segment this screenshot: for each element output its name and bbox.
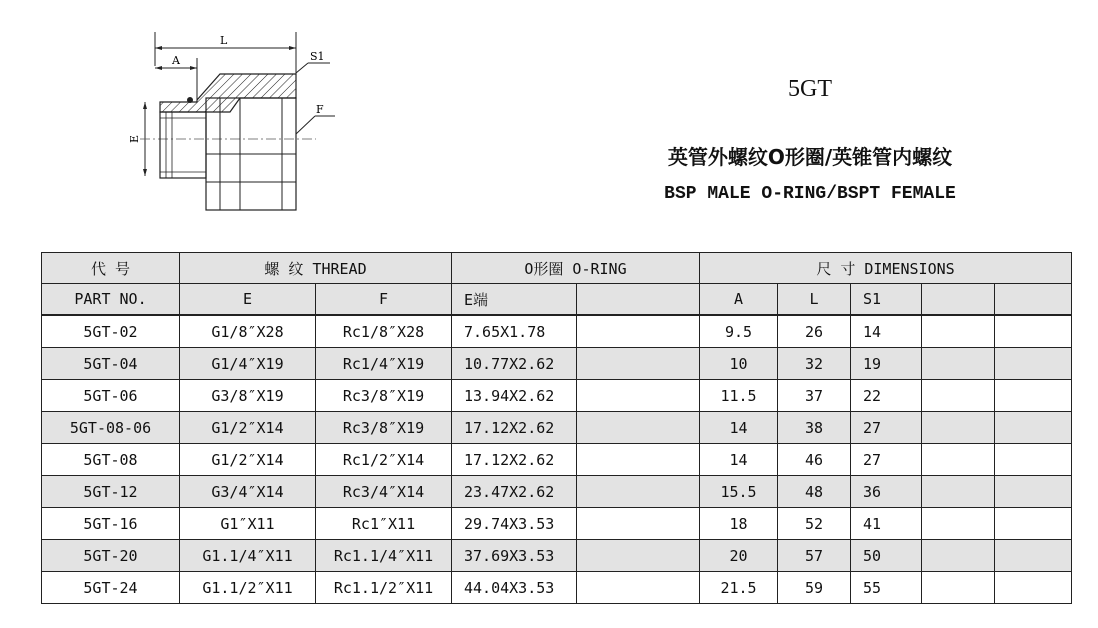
blank-cell xyxy=(922,508,995,540)
thread-f-cell: Rc1/4″X19 xyxy=(316,348,452,380)
blank-cell xyxy=(995,476,1072,508)
blank-cell xyxy=(995,380,1072,412)
dim-s1-cell: 19 xyxy=(851,348,922,380)
dim-a-cell: 20 xyxy=(700,540,778,572)
blank-cell xyxy=(577,540,700,572)
product-code: 5GT xyxy=(788,76,832,102)
blank-cell xyxy=(995,540,1072,572)
oring-cell: 23.47X2.62 xyxy=(452,476,577,508)
oring-cell: 10.77X2.62 xyxy=(452,348,577,380)
blank-cell xyxy=(577,380,700,412)
header-a: A xyxy=(700,284,778,316)
dim-s1-cell: 22 xyxy=(851,380,922,412)
thread-e-cell: G1/4″X19 xyxy=(180,348,316,380)
dim-label-s1: S1 xyxy=(310,50,325,63)
header-s1: S1 xyxy=(851,284,922,316)
dim-a-cell: 18 xyxy=(700,508,778,540)
blank-cell xyxy=(922,444,995,476)
thread-f-cell: Rc3/8″X19 xyxy=(316,412,452,444)
dim-a-cell: 14 xyxy=(700,444,778,476)
blank-cell xyxy=(577,508,700,540)
thread-e-cell: G1/2″X14 xyxy=(180,444,316,476)
dim-s1-cell: 50 xyxy=(851,540,922,572)
part-no-cell: 5GT-08-06 xyxy=(42,412,180,444)
blank-cell xyxy=(995,572,1072,604)
oring-cell: 7.65X1.78 xyxy=(452,315,577,348)
dim-l-cell: 57 xyxy=(778,540,851,572)
blank-cell xyxy=(922,476,995,508)
blank-cell xyxy=(577,476,700,508)
thread-f-cell: Rc3/4″X14 xyxy=(316,476,452,508)
dim-label-l: L xyxy=(220,34,228,47)
part-no-cell: 5GT-04 xyxy=(42,348,180,380)
dim-l-cell: 52 xyxy=(778,508,851,540)
blank-cell xyxy=(922,412,995,444)
blank-cell xyxy=(995,315,1072,348)
thread-e-cell: G3/8″X19 xyxy=(180,380,316,412)
table-row xyxy=(42,412,1072,444)
header-l: L xyxy=(778,284,851,316)
blank-cell xyxy=(922,348,995,380)
dim-a-cell: 9.5 xyxy=(700,315,778,348)
header-dimensions: 尺 寸 DIMENSIONS xyxy=(700,253,1072,284)
table-row xyxy=(42,572,1072,604)
dim-s1-cell: 36 xyxy=(851,476,922,508)
part-no-cell: 5GT-12 xyxy=(42,476,180,508)
oring-cell: 17.12X2.62 xyxy=(452,412,577,444)
blank-cell xyxy=(922,315,995,348)
dim-a-cell: 21.5 xyxy=(700,572,778,604)
dim-label-f: F xyxy=(316,103,324,116)
dim-s1-cell: 55 xyxy=(851,572,922,604)
blank-cell xyxy=(577,444,700,476)
header-f: F xyxy=(316,284,452,316)
part-no-cell: 5GT-06 xyxy=(42,380,180,412)
header-blank-1 xyxy=(577,284,700,316)
dim-a-cell: 11.5 xyxy=(700,380,778,412)
oring-cell: 17.12X2.62 xyxy=(452,444,577,476)
blank-cell xyxy=(922,540,995,572)
thread-e-cell: G1.1/2″X11 xyxy=(180,572,316,604)
part-no-cell: 5GT-08 xyxy=(42,444,180,476)
thread-f-cell: Rc1.1/4″X11 xyxy=(316,540,452,572)
dim-s1-cell: 27 xyxy=(851,412,922,444)
header-part-no: PART NO. xyxy=(42,284,180,316)
dim-l-cell: 46 xyxy=(778,444,851,476)
thread-e-cell: G1.1/4″X11 xyxy=(180,540,316,572)
blank-cell xyxy=(577,412,700,444)
oring-cell: 13.94X2.62 xyxy=(452,380,577,412)
thread-f-cell: Rc1″X11 xyxy=(316,508,452,540)
thread-e-cell: G3/4″X14 xyxy=(180,476,316,508)
table-row xyxy=(42,540,1072,572)
table-row xyxy=(42,380,1072,412)
dim-l-cell: 37 xyxy=(778,380,851,412)
header-oring: O形圈 O-RING xyxy=(452,253,700,284)
thread-f-cell: Rc1/8″X28 xyxy=(316,315,452,348)
oring-cell: 44.04X3.53 xyxy=(452,572,577,604)
fitting-drawing xyxy=(120,18,360,228)
dim-a-cell: 14 xyxy=(700,412,778,444)
blank-cell xyxy=(995,444,1072,476)
chinese-title: 英管外螺纹O形圈/英锥管内螺纹 xyxy=(667,145,953,169)
header-e: E xyxy=(180,284,316,316)
part-no-cell: 5GT-24 xyxy=(42,572,180,604)
header-blank-2 xyxy=(922,284,995,316)
table-row xyxy=(42,476,1072,508)
dim-l-cell: 38 xyxy=(778,412,851,444)
dim-l-cell: 32 xyxy=(778,348,851,380)
dim-l-cell: 48 xyxy=(778,476,851,508)
spec-table xyxy=(41,252,1072,604)
blank-cell xyxy=(995,508,1072,540)
dim-l-cell: 59 xyxy=(778,572,851,604)
blank-cell xyxy=(577,572,700,604)
dim-a-cell: 10 xyxy=(700,348,778,380)
oring-cell: 37.69X3.53 xyxy=(452,540,577,572)
header-thread: 螺 纹 THREAD xyxy=(180,253,452,284)
dim-s1-cell: 14 xyxy=(851,315,922,348)
blank-cell xyxy=(995,412,1072,444)
oring-cell: 29.74X3.53 xyxy=(452,508,577,540)
part-no-cell: 5GT-16 xyxy=(42,508,180,540)
dim-a-cell: 15.5 xyxy=(700,476,778,508)
blank-cell xyxy=(995,348,1072,380)
english-title: BSP MALE O-RING/BSPT FEMALE xyxy=(664,184,956,204)
thread-f-cell: Rc3/8″X19 xyxy=(316,380,452,412)
blank-cell xyxy=(577,348,700,380)
blank-cell xyxy=(922,380,995,412)
dim-label-a: A xyxy=(172,54,180,67)
dim-s1-cell: 41 xyxy=(851,508,922,540)
thread-e-cell: G1″X11 xyxy=(180,508,316,540)
table-row xyxy=(42,444,1072,476)
blank-cell xyxy=(922,572,995,604)
header-part-cn: 代 号 xyxy=(42,253,180,284)
thread-e-cell: G1/2″X14 xyxy=(180,412,316,444)
table-row xyxy=(42,315,1072,348)
part-no-cell: 5GT-20 xyxy=(42,540,180,572)
blank-cell xyxy=(577,315,700,348)
header-blank-3 xyxy=(995,284,1072,316)
part-no-cell: 5GT-02 xyxy=(42,315,180,348)
table-row xyxy=(42,348,1072,380)
header-oring-e: E端 xyxy=(452,284,577,316)
thread-e-cell: G1/8″X28 xyxy=(180,315,316,348)
thread-f-cell: Rc1.1/2″X11 xyxy=(316,572,452,604)
dim-label-e: E xyxy=(128,134,141,143)
thread-f-cell: Rc1/2″X14 xyxy=(316,444,452,476)
table-row xyxy=(42,508,1072,540)
dim-s1-cell: 27 xyxy=(851,444,922,476)
dim-l-cell: 26 xyxy=(778,315,851,348)
title-block xyxy=(600,70,1020,204)
